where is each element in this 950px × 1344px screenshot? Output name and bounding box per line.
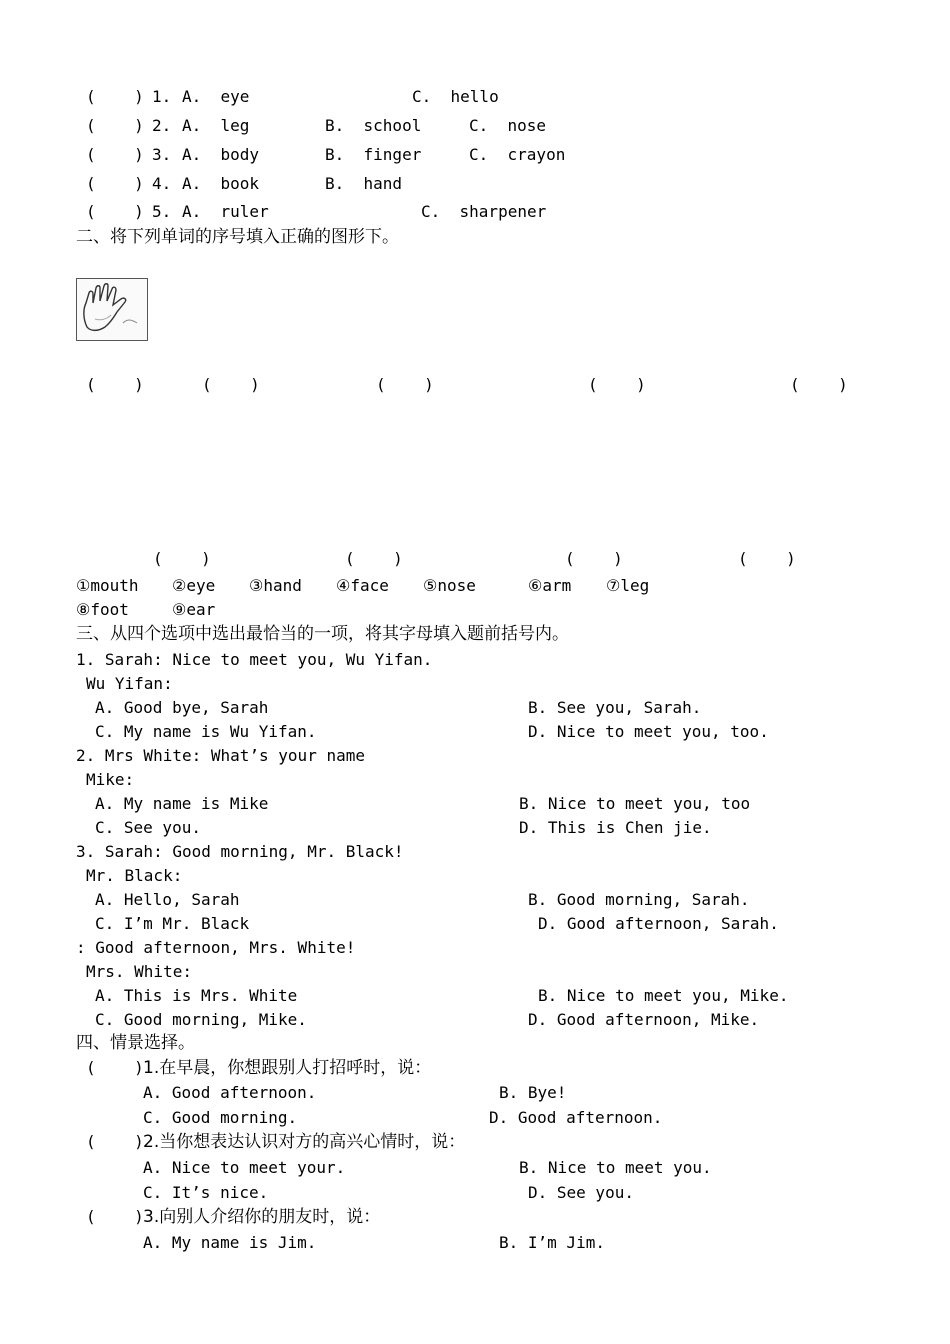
picture-blank[interactable]: ( ) — [345, 549, 403, 568]
hand-picture — [76, 278, 148, 341]
option-d: D. Good afternoon. — [489, 1108, 663, 1127]
answer-blank[interactable]: ( ) — [86, 116, 144, 135]
section3-heading: 三、从四个选项中选出最恰当的一项，将其字母填入题前括号内。 — [76, 624, 569, 644]
word-item: ⑦leg — [606, 576, 650, 595]
word-item: ④face — [336, 576, 389, 595]
option-d: D. Good afternoon, Mike. — [528, 1010, 760, 1029]
option-a: A. This is Mrs. White — [95, 986, 298, 1005]
option-a: A. body — [182, 145, 260, 164]
picture-blank[interactable]: ( ) — [565, 549, 623, 568]
answer-blank[interactable]: ( ) — [86, 174, 144, 193]
option-d: D. See you. — [528, 1183, 634, 1202]
option-c: C. My name is Wu Yifan. — [95, 722, 317, 741]
question-text: 3. Sarah: Good morning, Mr. Black! — [76, 842, 404, 861]
section4-heading: 四、情景选择。 — [76, 1033, 195, 1053]
word-item: ②eye — [172, 576, 216, 595]
option-b: B. Nice to meet you. — [519, 1158, 712, 1177]
word-item: ①mouth — [76, 576, 139, 595]
picture-blank[interactable]: ( ) — [790, 375, 848, 394]
answer-blank[interactable]: ( ) — [86, 145, 144, 164]
option-c: C. nose — [469, 116, 547, 135]
option-d: D. Good afternoon, Sarah. — [538, 914, 779, 933]
option-c: C. I’m Mr. Black — [95, 914, 250, 933]
word-item: ⑥arm — [528, 576, 572, 595]
word-item: ⑨ear — [172, 600, 216, 619]
option-b: B. Nice to meet you, too — [519, 794, 751, 813]
word-item: ⑤nose — [423, 576, 476, 595]
question-number: 3. — [152, 145, 172, 164]
option-b: B. I’m Jim. — [499, 1233, 605, 1252]
option-b: B. See you, Sarah. — [528, 698, 702, 717]
option-b: B. school — [325, 116, 422, 135]
picture-blank[interactable]: ( ) — [588, 375, 646, 394]
question-number: 5. — [152, 202, 172, 221]
question-text: 1. Sarah: Nice to meet you, Wu Yifan. — [76, 650, 433, 669]
question-number: 1. — [152, 87, 172, 106]
response-speaker: Mr. Black: — [86, 866, 183, 885]
section2-heading: 二、将下列单词的序号填入正确的图形下。 — [76, 227, 399, 247]
option-c: C. See you. — [95, 818, 201, 837]
answer-blank[interactable]: ( ) — [86, 1207, 144, 1226]
option-b: B. Bye! — [499, 1083, 567, 1102]
option-d: D. This is Chen jie. — [519, 818, 712, 837]
question-text: 1.在早晨，你想跟别人打招呼时，说： — [143, 1058, 432, 1078]
question-number: 4. — [152, 174, 172, 193]
option-b: B. hand — [325, 174, 403, 193]
option-a: A. ruler — [182, 202, 269, 221]
option-a: A. Good afternoon. — [143, 1083, 317, 1102]
option-c: C. It’s nice. — [143, 1183, 269, 1202]
option-a: A. Nice to meet your. — [143, 1158, 346, 1177]
word-item: ⑧foot — [76, 600, 129, 619]
option-c: C. hello — [412, 87, 499, 106]
answer-blank[interactable]: ( ) — [86, 87, 144, 106]
option-a: A. My name is Jim. — [143, 1233, 317, 1252]
hand-icon — [77, 279, 147, 340]
picture-blank[interactable]: ( ) — [86, 375, 144, 394]
option-a: A. leg — [182, 116, 250, 135]
option-a: A. Good bye, Sarah — [95, 698, 269, 717]
question-text: 3.向别人介绍你的朋友时，说： — [143, 1207, 381, 1227]
response-speaker: Mrs. White: — [86, 962, 192, 981]
option-a: A. Hello, Sarah — [95, 890, 240, 909]
option-b: B. Nice to meet you, Mike. — [538, 986, 789, 1005]
question-text: 2. Mrs White: What’s your name — [76, 746, 365, 765]
option-c: C. Good morning. — [143, 1108, 298, 1127]
question-number: 2. — [152, 116, 172, 135]
response-speaker: Mike: — [86, 770, 135, 789]
picture-blank[interactable]: ( ) — [376, 375, 434, 394]
option-b: B. Good morning, Sarah. — [528, 890, 750, 909]
answer-blank[interactable]: ( ) — [86, 202, 144, 221]
option-d: D. Nice to meet you, too. — [528, 722, 769, 741]
option-a: A. eye — [182, 87, 250, 106]
word-item: ③hand — [249, 576, 302, 595]
question-text: : Good afternoon, Mrs. White! — [76, 938, 356, 957]
answer-blank[interactable]: ( ) — [86, 1132, 144, 1151]
picture-blank[interactable]: ( ) — [202, 375, 260, 394]
option-a: A. My name is Mike — [95, 794, 269, 813]
picture-blank[interactable]: ( ) — [153, 549, 211, 568]
option-c: C. sharpener — [421, 202, 547, 221]
picture-blank[interactable]: ( ) — [738, 549, 796, 568]
option-a: A. book — [182, 174, 260, 193]
option-c: C. Good morning, Mike. — [95, 1010, 307, 1029]
option-c: C. crayon — [469, 145, 566, 164]
question-text: 2.当你想表达认识对方的高兴心情时，说： — [143, 1132, 466, 1152]
option-b: B. finger — [325, 145, 422, 164]
answer-blank[interactable]: ( ) — [86, 1058, 144, 1077]
response-speaker: Wu Yifan: — [86, 674, 173, 693]
